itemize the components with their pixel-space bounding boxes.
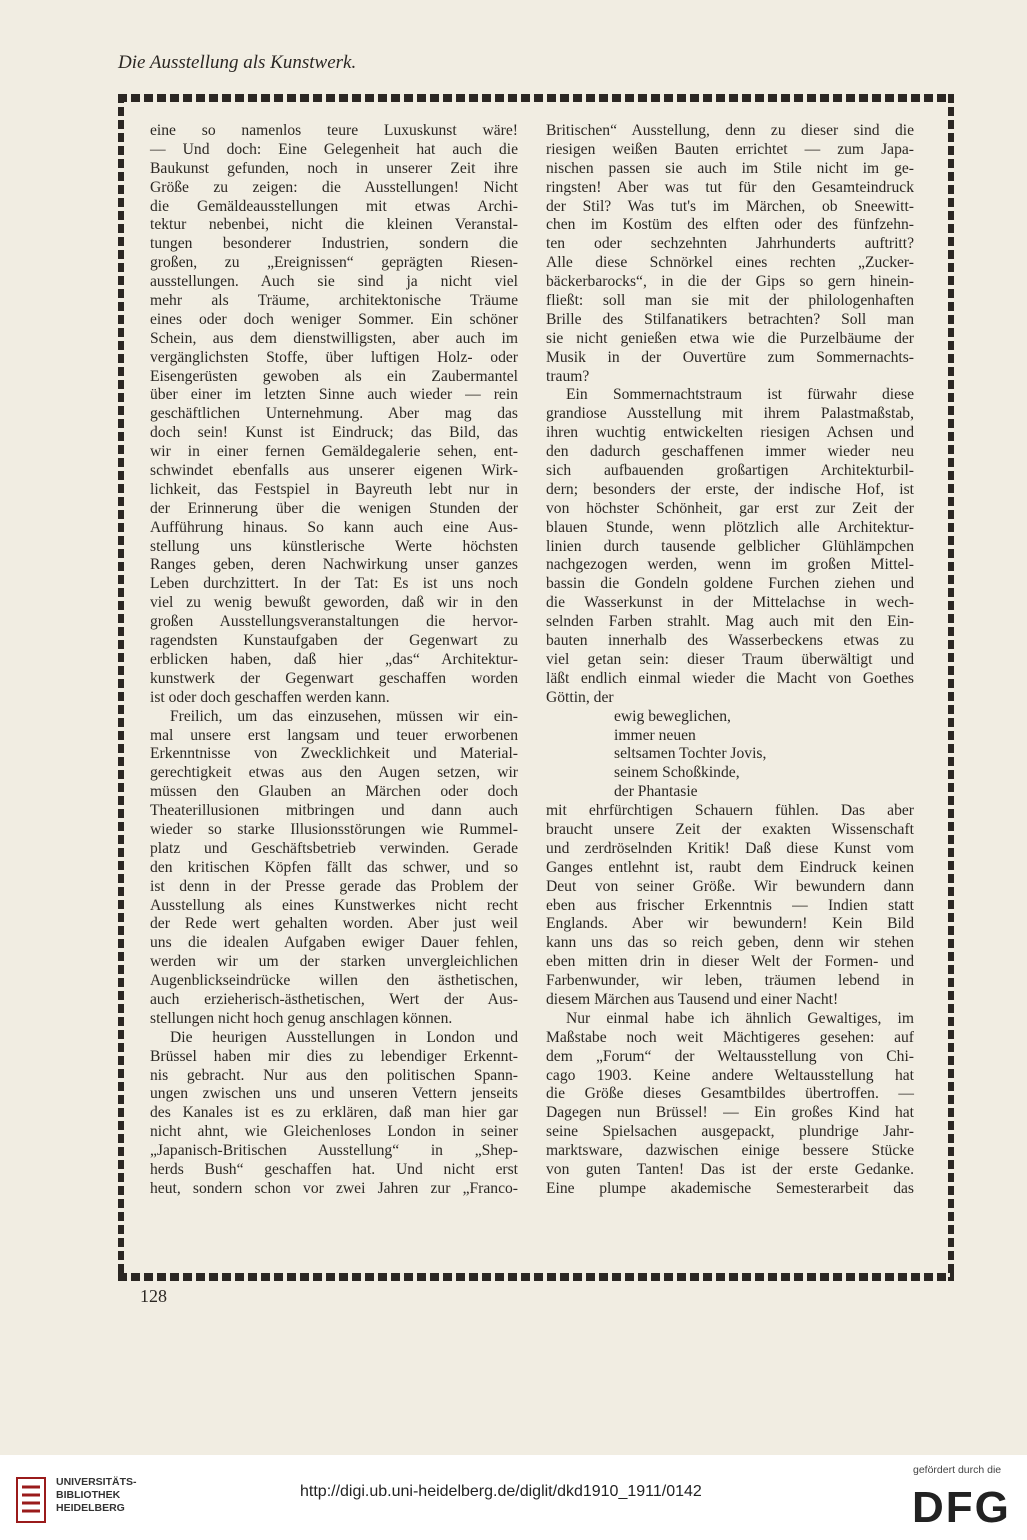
text-line: selnden Farben strahlt. Mag auch mit den Ein- [546,613,914,631]
text-line: doch sein! Kunst ist Eindruck; das Bild, das [150,424,518,442]
text-line: dern; besonders der erste, der indische Hof, ist [546,480,914,498]
text-line: eben aus frischer Erkenntnis — Indien statt [546,896,914,914]
text-line: eben mitten drin in dieser Welt der Formen- und [546,953,914,971]
text-line: chen im Kostüm des elften oder des fünfzehn- [546,216,914,234]
text-line: Deut von seiner Größe. Wir bewundern dann [546,877,914,895]
library-name-line: BIBLIOTHEK [56,1489,121,1501]
text-line: ewig beweglichen, [614,707,731,725]
text-line: Göttin, der [546,688,614,706]
text-line: sich aufbauenden großartigen Architekturbil- [546,462,914,480]
text-line: geschäftlichen Unternehmung. Aber mag das [150,405,518,423]
text-line: sie nicht genießen etwa wie die Purzelbäume der [546,329,914,347]
text-line: Dagegen nun Brüssel! — Ein großes Kind hat [546,1104,914,1122]
text-line: Ein Sommernachtstraum ist fürwahr diese [566,386,914,404]
text-line: Farbenwunder, wir leben, träumen lebend in [546,972,914,990]
text-line: braucht unsere Zeit der exakten Wissenschaft [546,820,914,838]
university-library-logo-icon [16,1477,46,1523]
frame-border-top [118,94,954,102]
text-line: von guten Tanten! Das ist der erste Gedanke. [546,1160,914,1178]
text-line: ihren wuchtig entwickelten riesigen Achsen und [546,424,914,442]
text-line: herds Bush“ geschaffen hat. Und nicht erst [150,1160,518,1178]
text-line: riesigen weißen Bauten errichtet — zum Japa- [546,140,914,158]
text-line: Theaterillusionen mitbringen und dann auch [150,802,518,820]
text-line: ist denn in der Presse gerade das Problem der [150,877,518,895]
text-line: cago 1903. Keine andere Weltausstellung hat [546,1066,914,1084]
ornamental-frame [118,94,954,1281]
text-line: die Wasserkunst in der Mittelachse in wech- [546,594,914,612]
text-line: Ausstellung als eines Kunstwerkes nicht recht [150,896,518,914]
text-line: Ranges geben, deren Nachwirkung unser ganzes [150,556,518,574]
text-line: die Gemäldeausstellungen mit etwas Archi- [150,197,518,215]
text-line: mal unsere erst langsam und teuer erworbenen [150,726,518,744]
text-line: von höchster Schönheit, gar erst zur Zeit der [546,499,914,517]
running-head: Die Ausstellung als Kunstwerk. [118,52,357,73]
digitization-footer [0,1455,1027,1540]
text-line: mit ehrfürchtigen Schauern fühlen. Das aber [546,802,914,820]
text-line: des Kanales ist es zu erklären, daß man hier gar [150,1104,518,1122]
text-line: seinem Schoßkinde, [614,764,740,782]
text-line: Eisengerüsten gewoben als ein Zaubermantel [150,367,518,385]
text-line: Erkenntnisse von Zwecklichkeit und Material- [150,745,518,763]
text-line: kann uns das so reich geben, denn wir stehen [546,934,914,952]
text-line: Freilich, um das einzusehen, müssen wir ein- [170,707,518,725]
text-line: Größe zu zeigen: die Ausstellungen! Nicht [150,178,518,196]
text-line: viel getan sein: dieser Traum überwältigt und [546,650,914,668]
library-name-line: UNIVERSITÄTS- [56,1476,137,1488]
text-line: ragendsten Kunstaufgaben der Gegenwart zu [150,632,518,650]
text-line: „Japanisch-Britischen Ausstellung“ in „Shep- [150,1142,518,1160]
library-name-line: HEIDELBERG [56,1502,125,1514]
text-line: großen Ausstellungsveranstaltungen die hervor- [150,613,518,631]
text-line: Nur einmal habe ich ähnlich Gewaltiges, im [566,1009,914,1027]
text-line: Maßstabe noch weit Mächtigeres gesehen: auf [546,1028,914,1046]
text-line: Englands. Aber wir bewundern! Kein Bild [546,915,914,933]
text-line: kunstwerk der Gegenwart geschaffen worden [150,669,518,687]
text-line: seine Spielsachen ausgepackt, plundrige Jahr- [546,1123,914,1141]
text-line: nischen passen sie auch im Stile nicht im ge- [546,159,914,177]
text-line: platz und Geschäftsbetrieb verwinden. Gerade [150,839,518,857]
text-line: nachgezogen werden, wenn im großen Mittel- [546,556,914,574]
text-line: und zerdröselnden Kritik! Daß diese Kunst vom [546,839,914,857]
text-line: bäckerbarocks“, in die der Gips so gern hinein- [546,273,914,291]
text-line: ringsten! Aber was tut für den Gesamteindruck [546,178,914,196]
text-line: stellungen nicht hoch genug anschlagen können. [150,1009,453,1027]
page-number: 128 [140,1286,167,1306]
text-line: marktsware, dazwischen einige bessere Stücke [546,1142,914,1160]
text-line: müssen den Glauben an Märchen oder doch [150,783,518,801]
text-line: tungen besonderer Industrien, sondern die [150,235,518,253]
text-line: Musik in der Ouvertüre zum Sommernachts- [546,348,914,366]
text-line: Alle diese Schnörkel eines rechten „Zucker- [546,254,914,272]
text-line: mehr als Träume, architektonische Träume [150,292,518,310]
text-line: den kritischen Köpfen fällt das schwer, und so [150,858,518,876]
text-line: stellung uns künstlerische Werte höchsten [150,537,518,555]
text-line: erblicken haben, daß hier „das“ Architektur- [150,650,518,668]
text-line: blauen Stunde, wenn plötzlich alle Architektur- [546,518,914,536]
text-line: ausstellungen. Auch sie sind ja nicht viel [150,273,518,291]
text-line: fließt: soll man sie mit der philologenhaften [546,292,914,310]
right-text-column [546,122,914,1199]
text-line: Brüssel haben mir dies zu lebendiger Erkennt- [150,1047,518,1065]
text-line: ungen zwischen uns und unseren Vettern jenseits [150,1085,518,1103]
text-line: — Und doch: Eine Gelegenheit hat auch die [150,140,518,158]
text-line: lichkeit, das Festspiel in Bayreuth lebt nur in [150,480,518,498]
text-line: nicht ahnt, wie Gleichenloses London in seiner [150,1123,518,1141]
frame-border-bottom [118,1273,954,1281]
text-line: nis gebracht. Nur aus den politischen Spann- [150,1066,518,1084]
text-line: Die heurigen Ausstellungen in London und [170,1028,518,1046]
dfg-logo: DFG [912,1483,1011,1532]
text-line: dem „Forum“ der Weltausstellung von Chi- [546,1047,914,1065]
text-line: werden wir um der starken unvergleichlichen [150,953,518,971]
text-line: diesem Märchen aus Tausend und einer Nacht! [546,990,839,1008]
text-line: heut, sondern schon vor zwei Jahren zur „Franco- [150,1179,518,1197]
text-line: den dadurch geschaffenen immer wieder neu [546,443,914,461]
text-line: eines oder doch weniger Sommer. Ein schöner [150,310,518,328]
text-line: Leben durchzittert. In der Tat: Es ist uns noch [150,575,518,593]
text-line: bassin die Gondeln goldene Furchen ziehen und [546,575,914,593]
text-line: die Größe dieses Gesamtbildes übertroffen. — [546,1085,914,1103]
text-line: der Phantasie [614,783,698,801]
text-line: Augenblickseindrücke willen den ästhetischen, [150,972,518,990]
text-line: vergänglichsten Stoffe, über luftigen Holz- oder [150,348,518,366]
text-line: immer neuen [614,726,696,744]
text-line: gerechtigkeit etwas aus den Augen setzen, wir [150,764,518,782]
text-line: der Erinnerung über die wenigen Stunden der [150,499,518,517]
library-name [56,1476,137,1515]
text-line: Aufführung hinaus. So kann auch eine Aus- [150,518,518,536]
text-line: linien durch tausende gelblicher Glühlämpchen [546,537,914,555]
text-line: großen, zu „Ereignissen“ geprägten Riesen- [150,254,518,272]
text-line: eine so namenlos teure Luxuskunst wäre! [150,122,518,139]
text-line: Eine plumpe akademische Semesterarbeit das [546,1179,914,1197]
text-line: der Stil? Was tut's im Märchen, ob Sneewitt- [546,197,914,215]
text-line: uns die idealen Aufgaben ewiger Dauer fehlen, [150,934,518,952]
text-line: Baukunst gefunden, noch in unserer Zeit ihre [150,159,518,177]
source-url-link[interactable]: http://digi.ub.uni-heidelberg.de/diglit/dkd1910_1911/0142 [300,1483,702,1500]
text-line: grandiose Ausstellung mit ihrem Palastmaßstab, [546,405,914,423]
text-line: der Rede wert gehalten worden. Aber just weil [150,915,518,933]
text-line: viel zu wenig bewußt geworden, daß wir in den [150,594,518,612]
text-line: seltsamen Tochter Jovis, [614,745,767,763]
text-line: wir in einer fernen Gemäldegalerie sehen, ent- [150,443,518,461]
text-line: schwindet ebenfalls aus unserer eigenen Wirk- [150,462,518,480]
text-line: Britischen“ Ausstellung, denn zu dieser sind die [546,122,914,139]
text-line: ist oder doch geschaffen werden kann. [150,688,390,706]
text-line: bauten innerhalb des Wasserbeckens etwas zu [546,632,914,650]
funded-by-label: gefördert durch die [913,1464,1002,1476]
text-line: Brille des Stilfanatikers betrachten? Soll man [546,310,914,328]
left-text-column [150,122,518,1199]
text-line: ten oder sechzehnten Jahrhunderts auftritt? [546,235,914,253]
frame-border-right [948,94,954,1281]
text-line: Schein, aus dem dienstwilligsten, aber auch im [150,329,518,347]
text-line: über einer im letzten Sinne auch wieder — rein [150,386,518,404]
text-line: läßt endlich einmal wieder die Macht von Goethes [546,669,914,687]
frame-border-left [118,94,124,1281]
text-line: wieder so starke Illusionsstörungen wie Rummel- [150,820,518,838]
text-line: tektur nebenbei, nicht die kleinen Veranstal- [150,216,518,234]
text-line: auch erzieherisch-ästhetischen, Wert der Aus- [150,990,518,1008]
text-line: Ganges entlehnt ist, raubt dem Eindruck keinen [546,858,914,876]
text-line: traum? [546,367,590,385]
